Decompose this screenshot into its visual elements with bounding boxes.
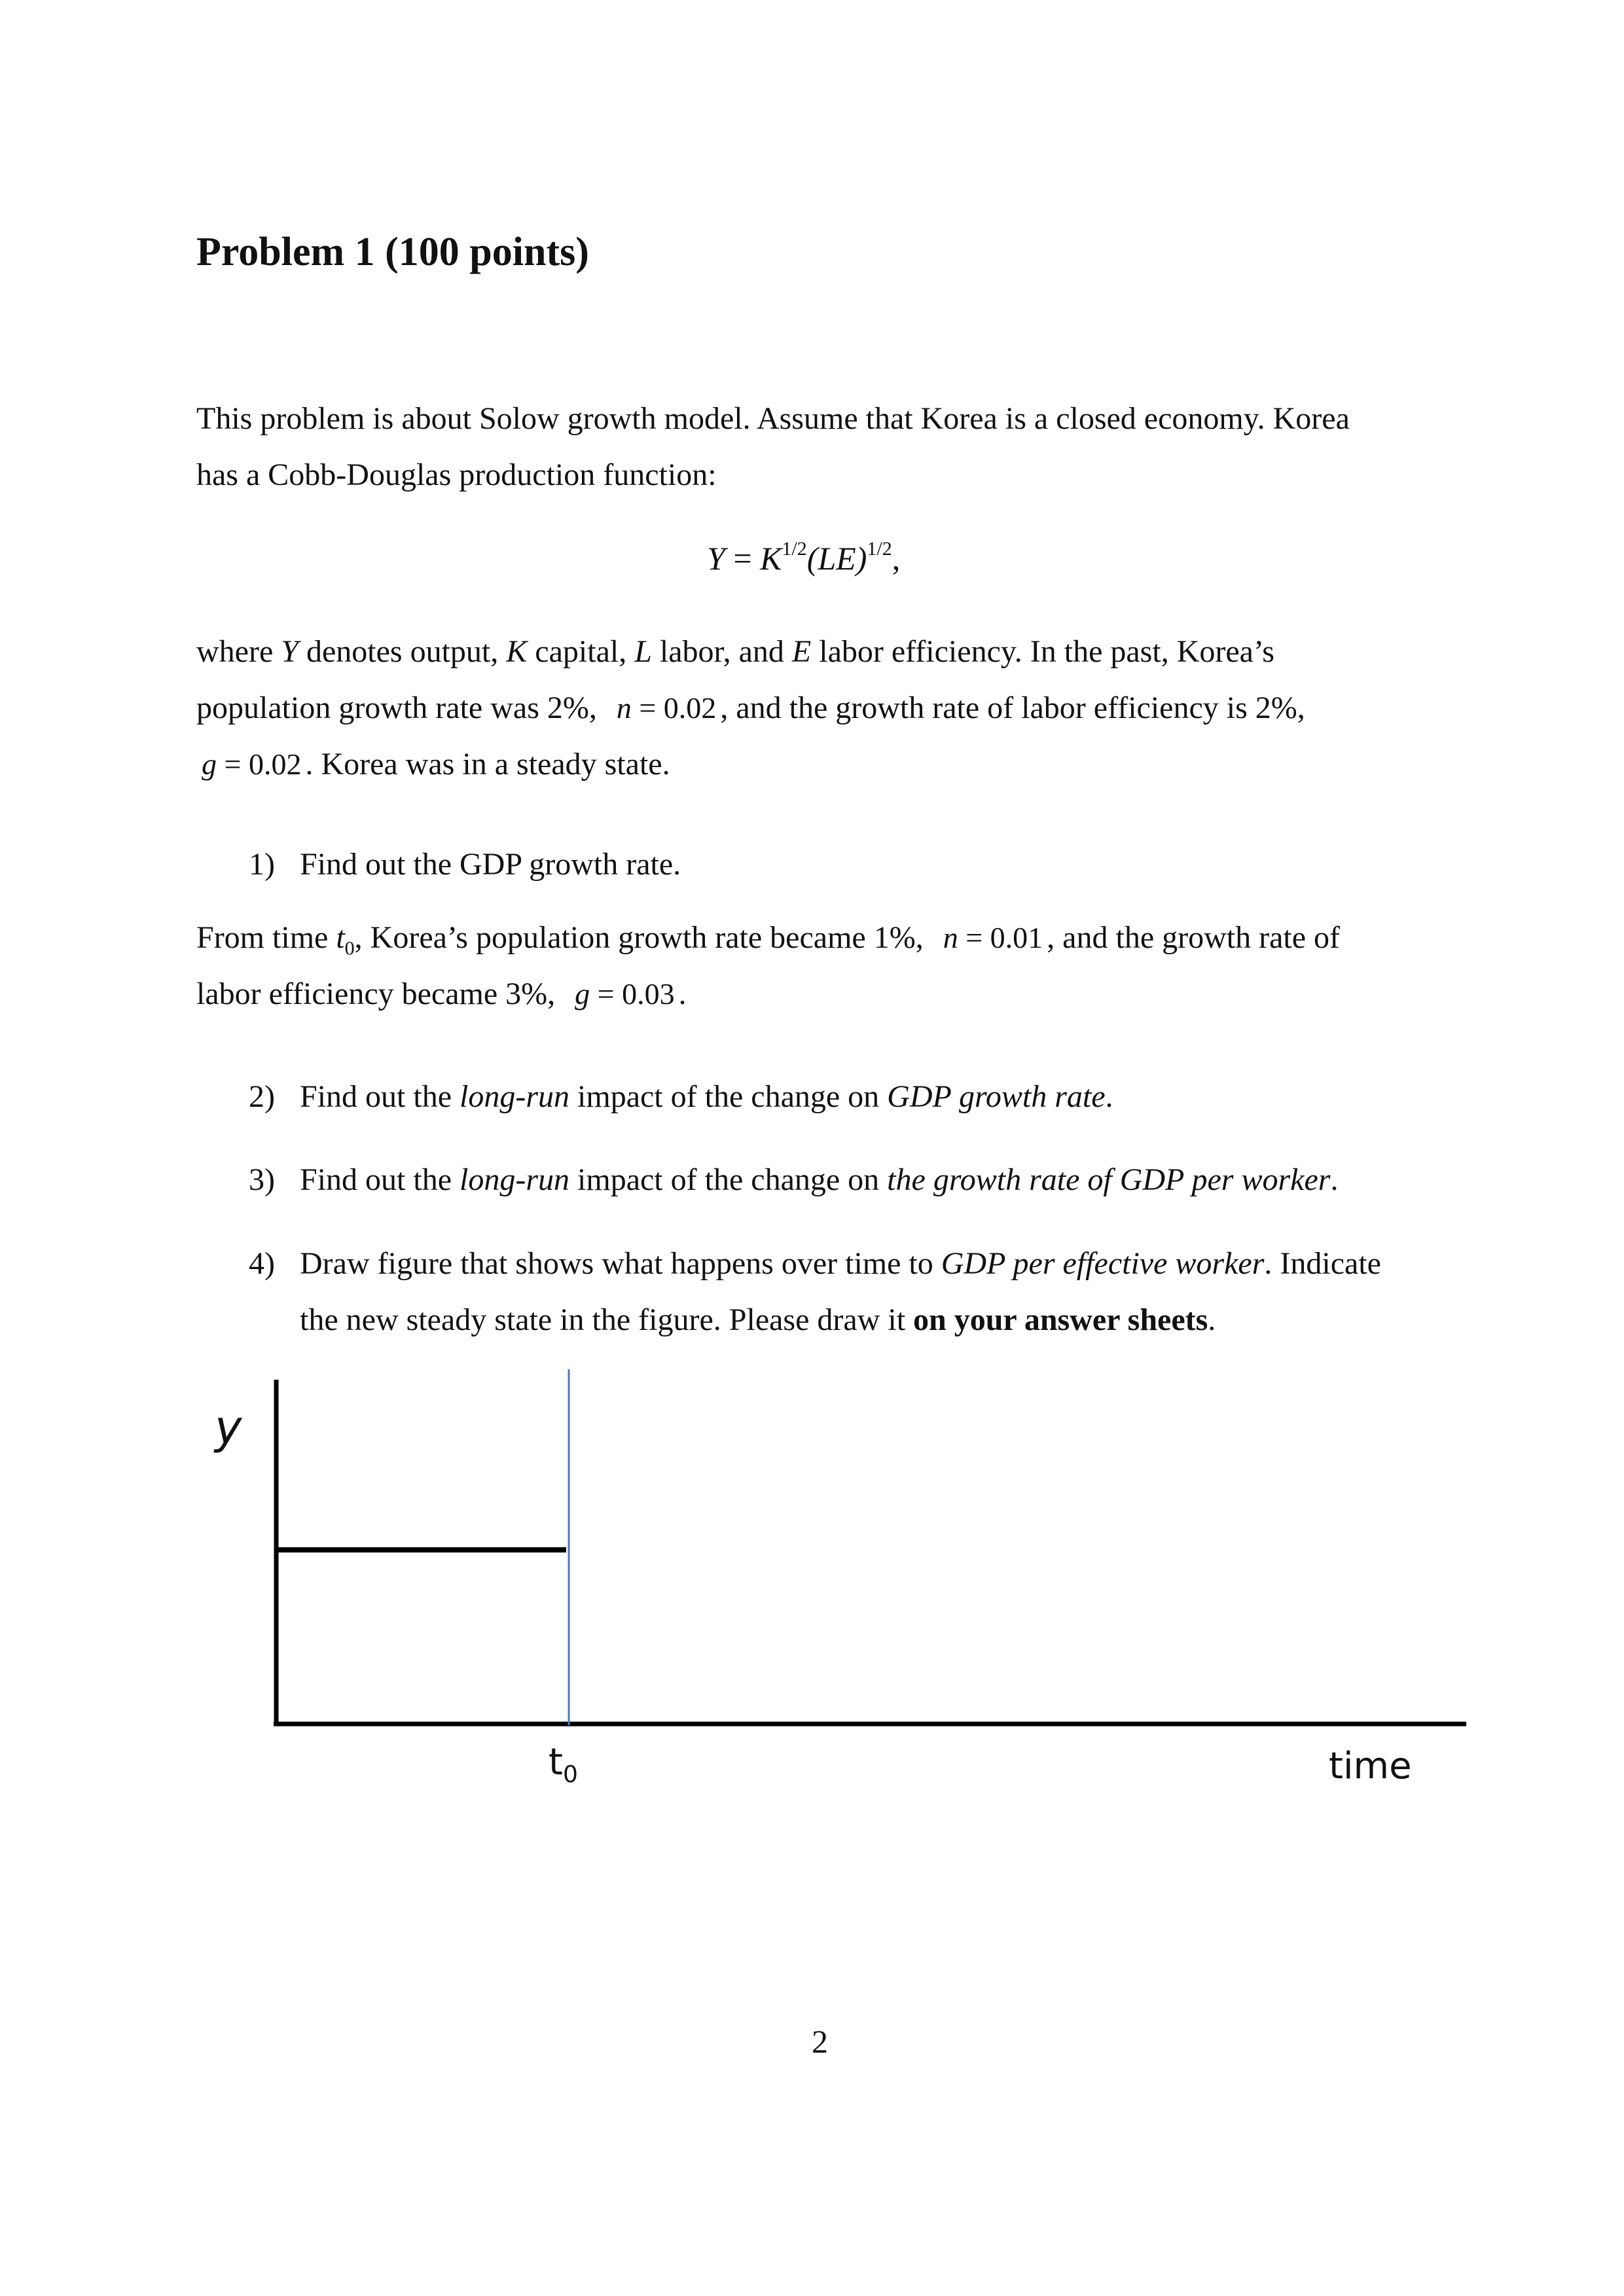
where-line-2 (196, 690, 1305, 726)
var-E: E (791, 634, 812, 669)
question-4 (249, 1236, 1381, 1348)
x-axis-label: time (1329, 1745, 1412, 1787)
var-t-sub: 0 (344, 937, 355, 960)
g-equation-new: g = 0.03 (575, 977, 675, 1011)
where-text: labor efficiency. In the past, Korea’s (811, 634, 1274, 669)
where-text: , and the growth rate of labor efficiency is 2%, (720, 691, 1305, 725)
question-text: Draw figure that shows what happens over time to GDP per effective worker. Indicate the new steady state in the figure. Please draw it on your answer sheets. (300, 1246, 1381, 1337)
g-equation: g = 0.02 (202, 747, 302, 781)
page-number: 2 (812, 2023, 828, 2060)
where-text: . Korea was in a steady state. (305, 747, 670, 781)
t0-label: $t_0$ (549, 1741, 578, 1789)
problem-title: Problem 1 (100 points) (196, 230, 589, 274)
figure-svg (196, 1361, 1479, 1833)
var-t: t (336, 920, 345, 955)
question-2 (249, 1069, 1113, 1125)
where-text: capital, (527, 634, 635, 669)
change-line-2 (196, 976, 687, 1012)
where-text: population growth rate was 2%, (196, 691, 597, 725)
growth-figure (196, 1361, 1479, 1833)
var-L: L (634, 634, 652, 669)
n-equation: n = 0.02 (616, 691, 717, 725)
change-text: labor efficiency became 3%, (196, 977, 556, 1011)
question-number: 2) (249, 1079, 275, 1114)
change-text: From time (196, 920, 336, 955)
var-K: K (506, 634, 528, 669)
formula-Y: Y (707, 540, 725, 577)
intro-line-1: This problem is about Solow growth model. Assume that Korea is a closed economy. Korea (196, 401, 1350, 436)
change-line-1 (196, 920, 1340, 960)
question-text: Find out the GDP growth rate. (300, 847, 681, 882)
formula-K: K (760, 540, 782, 577)
formula-comma: , (892, 540, 901, 577)
formula-equals: = (725, 540, 761, 577)
question-number: 1) (249, 847, 275, 882)
question-text: Find out the long-run impact of the change on GDP growth rate. (300, 1079, 1113, 1114)
formula-exp-1: 1/2 (782, 538, 807, 560)
question-number: 4) (249, 1246, 275, 1281)
where-text: labor, and (651, 634, 792, 669)
question-number: 3) (249, 1162, 275, 1197)
n-equation-new: n = 0.01 (943, 921, 1043, 954)
where-text: denotes output, (298, 634, 507, 669)
question-text: Find out the long-run impact of the change on the growth rate of GDP per worker. (300, 1162, 1339, 1197)
y-axis-label: y (215, 1401, 242, 1454)
change-text: , and the growth rate of (1047, 920, 1341, 955)
question-3 (249, 1152, 1338, 1208)
where-line-3 (202, 746, 670, 782)
where-line-1 (196, 634, 1274, 670)
formula-exp-2: 1/2 (867, 538, 892, 560)
var-Y: Y (281, 634, 298, 669)
question-1 (249, 836, 681, 893)
change-text: . (678, 977, 687, 1011)
formula-LE: (LE) (806, 540, 867, 577)
change-text: , Korea’s population growth rate became 1%, (354, 920, 924, 955)
intro-line-2: has a Cobb-Douglas production function: (196, 457, 717, 492)
production-function (707, 538, 900, 577)
where-text: where (196, 634, 281, 669)
